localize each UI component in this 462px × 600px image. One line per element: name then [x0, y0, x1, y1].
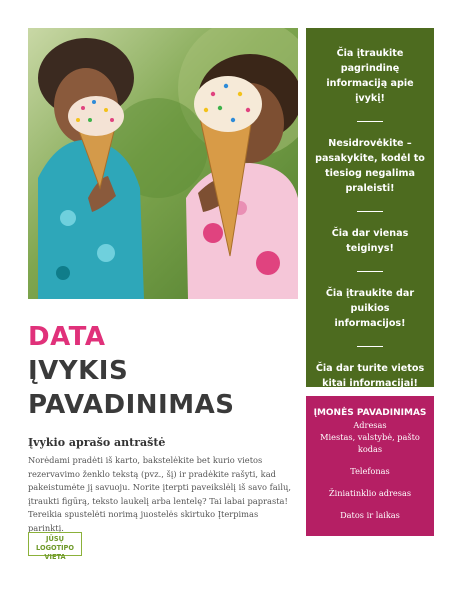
- logo-line1: JŪSŲ LOGOTIPO: [36, 535, 74, 552]
- event-title-line2: PAVADINIMAS: [28, 390, 235, 420]
- highlight-3[interactable]: Čia dar vienas teiginys!: [331, 228, 409, 254]
- city-line1: Miestas, valstybė, pašto: [320, 432, 420, 442]
- divider: [357, 211, 383, 212]
- highlights-panel: [306, 28, 434, 387]
- logo-line2: VIETA: [44, 553, 66, 561]
- website[interactable]: Žiniatinklio adresas: [328, 488, 412, 498]
- event-description[interactable]: Norėdami pradėti iš karto, bakstelėkite bet kurio vietos rezervavimo ženklo tekstą (pvz., šį) ir pradėkite rašyti, kad pakeistumėte jį savuoju. Norite įterpti paveikslėlį iš savo failų, įtraukti figūrą, teksto laukelį arba lentelę? Tai labai paprasta! Tereikia spustelėti norimą juostelės skirtuko Įterpimas parinktį.: [28, 455, 291, 533]
- event-date[interactable]: DATA: [28, 322, 106, 352]
- divider: [357, 271, 383, 272]
- phone[interactable]: Telefonas: [350, 466, 390, 476]
- event-title-line1: ĮVYKIS: [28, 356, 129, 386]
- event-photo: [28, 28, 298, 299]
- highlight-5[interactable]: Čia dar turite vietos kitai informacijai!: [315, 363, 425, 389]
- city-line2: kodas: [357, 444, 383, 454]
- address[interactable]: Adresas: [353, 420, 387, 430]
- highlight-4[interactable]: Čia įtraukite dar puikios informacijos!: [325, 288, 415, 329]
- date-time[interactable]: Datos ir laikas: [340, 510, 400, 520]
- event-title[interactable]: [28, 354, 234, 422]
- company-name[interactable]: ĮMONĖS PAVADINIMAS: [313, 408, 427, 418]
- contact-panel: [306, 396, 434, 536]
- highlight-1[interactable]: Čia įtraukite pagrindinę informaciją apie įvykį!: [326, 48, 414, 104]
- divider: [357, 346, 383, 347]
- divider: [357, 121, 383, 122]
- highlight-2[interactable]: Nesidrovėkite – pasakykite, kodėl to tiesiog negalima praleisti!: [315, 138, 425, 194]
- logo-placeholder[interactable]: [28, 532, 82, 561]
- city-state-zip[interactable]: [312, 431, 428, 455]
- event-subtitle[interactable]: Įvykio aprašo antraštė: [28, 436, 166, 449]
